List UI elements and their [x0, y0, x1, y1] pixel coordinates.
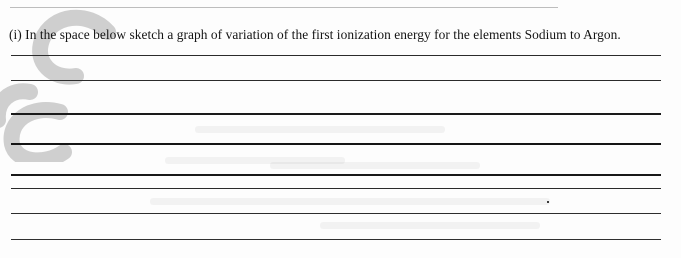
answer-line — [11, 174, 661, 176]
answer-line — [11, 239, 661, 240]
answer-line — [11, 80, 661, 81]
question-text: (i) In the space below sketch a graph of variation of the first ionization energy for the elements Sodium to Argon. — [9, 27, 621, 42]
answer-line — [11, 55, 661, 56]
answer-line — [11, 188, 661, 189]
answer-line — [11, 143, 661, 145]
answer-line — [11, 113, 661, 115]
stray-mark — [547, 201, 549, 203]
answer-line — [11, 213, 661, 214]
